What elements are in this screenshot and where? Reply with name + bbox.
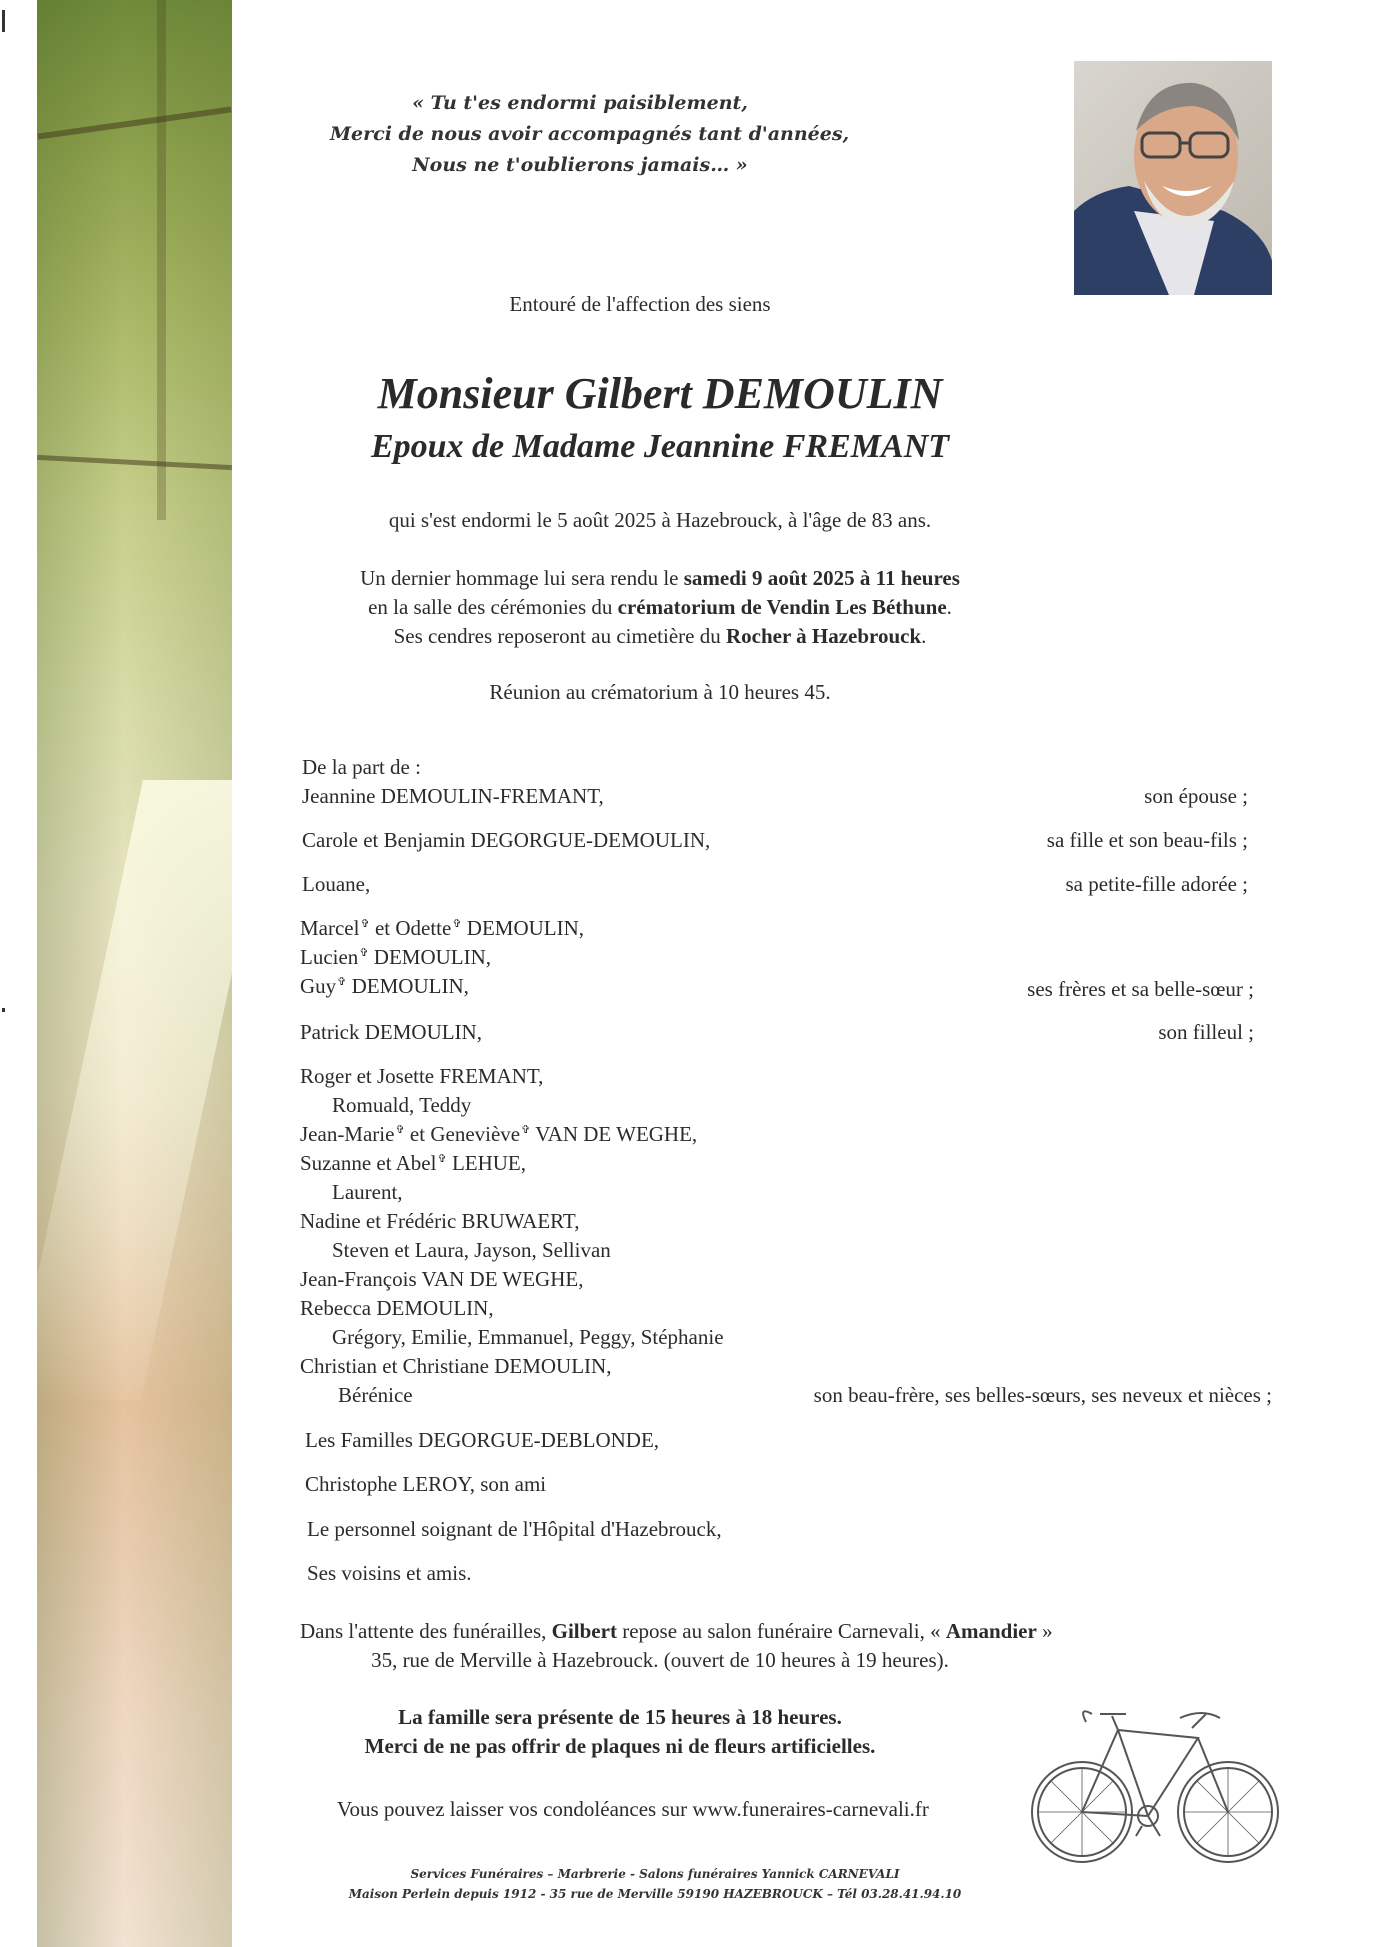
member-name: Lucien: [300, 945, 359, 969]
family-member: Bérénice: [338, 1383, 413, 1407]
intro-text: Entouré de l'affection des siens: [509, 292, 771, 316]
salon-text: »: [1036, 1619, 1053, 1643]
family-intro: De la part de :: [302, 755, 421, 779]
cross-icon: ✞: [395, 1124, 405, 1136]
salon-details: [300, 1617, 1053, 1675]
scan-mark: [2, 1008, 5, 1012]
quote-line: « Tu t'es endormi paisiblement,: [412, 92, 748, 114]
family-member: [300, 974, 469, 999]
ceremony-text: .: [946, 595, 952, 619]
cross-icon: ✞: [359, 947, 369, 959]
family-notice: [330, 1703, 910, 1761]
family-member: Grégory, Emilie, Emmanuel, Peggy, Stéphanie: [332, 1325, 724, 1349]
family-relation: son beau-frère, ses belles-sœurs, ses neveux et nièces ;: [813, 1383, 1272, 1407]
family-member: Ses voisins et amis.: [307, 1561, 472, 1585]
forest-path-image: [37, 0, 232, 1947]
scan-mark: [2, 10, 5, 32]
family-member: Steven et Laura, Jayson, Sellivan: [332, 1238, 611, 1262]
ceremony-place: crématorium de Vendin Les Béthune: [617, 595, 947, 619]
epitaph-quote: [330, 88, 850, 181]
member-name: DEMOULIN,: [368, 945, 492, 969]
notice-line: La famille sera présente de 15 heures à 18 heures.: [398, 1705, 842, 1729]
reunion-text: Réunion au crématorium à 10 heures 45.: [489, 680, 831, 704]
portrait-photo: [1074, 61, 1272, 295]
ceremony-text: Ses cendres reposeront au cimetière du: [393, 624, 726, 648]
condolences-text: Vous pouvez laisser vos condoléances sur www.funeraires-carnevali.fr: [337, 1797, 929, 1821]
quote-line: Merci de nous avoir accompagnés tant d'années,: [330, 123, 850, 145]
family-member: Roger et Josette FREMANT,: [300, 1064, 544, 1088]
family-member: [300, 945, 491, 970]
ceremony-details: [330, 564, 990, 651]
family-member: Nadine et Frédéric BRUWAERT,: [300, 1209, 580, 1233]
salon-text: repose au salon funéraire Carnevali, «: [616, 1619, 946, 1643]
salon-room: Amandier: [945, 1619, 1037, 1643]
member-name: LEHUE,: [446, 1151, 527, 1175]
member-name: DEMOULIN,: [346, 974, 469, 998]
family-relation: ses frères et sa belle-sœur ;: [1027, 977, 1254, 1001]
salon-text: Dans l'attente des funérailles,: [300, 1619, 552, 1643]
family-member: Louane,: [302, 872, 371, 896]
cross-icon: ✞: [437, 1153, 447, 1165]
member-name: et Geneviève: [404, 1122, 521, 1146]
family-member: Christian et Christiane DEMOULIN,: [300, 1354, 612, 1378]
family-relation: sa fille et son beau-fils ;: [1046, 828, 1248, 852]
funeral-service-footer: [330, 1864, 980, 1904]
family-member: Patrick DEMOULIN,: [300, 1020, 482, 1044]
ceremony-date: samedi 9 août 2025 à 11 heures: [683, 566, 960, 590]
notice-line: Merci de ne pas offrir de plaques ni de fleurs artificielles.: [364, 1734, 876, 1758]
member-name: Guy: [300, 974, 337, 998]
member-name: VAN DE WEGHE,: [530, 1122, 698, 1146]
family-member: Rebecca DEMOULIN,: [300, 1296, 494, 1320]
family-member: Carole et Benjamin DEGORGUE-DEMOULIN,: [302, 828, 711, 852]
member-name: Marcel: [300, 916, 360, 940]
cemetery-name: Rocher à Hazebrouck: [725, 624, 922, 648]
family-member: [300, 1151, 526, 1176]
bicycle-illustration: [1030, 1708, 1282, 1866]
footer-line: Maison Perlein depuis 1912 - 35 rue de Merville 59190 HAZEBROUCK – Tél 03.28.41.94.10: [348, 1887, 962, 1901]
cross-icon: ✞: [452, 918, 462, 930]
footer-line: Services Funéraires – Marbrerie - Salons funéraires Yannick CARNEVALI: [410, 1867, 900, 1881]
salon-address: 35, rue de Merville à Hazebrouck. (ouvert de 10 heures à 19 heures).: [371, 1648, 949, 1672]
salon-name-ref: Gilbert: [551, 1619, 617, 1643]
quote-line: Nous ne t'oublierons jamais… »: [412, 154, 748, 176]
spouse-name: Epoux de Madame Jeannine FREMANT: [370, 428, 950, 465]
family-member: Christophe LEROY, son ami: [305, 1472, 547, 1496]
family-member: [300, 1122, 697, 1147]
family-relation: sa petite-fille adorée ;: [1065, 872, 1248, 896]
member-name: DEMOULIN,: [461, 916, 585, 940]
member-name: Jean-Marie: [300, 1122, 395, 1146]
cross-icon: ✞: [360, 918, 370, 930]
family-member: Le personnel soignant de l'Hôpital d'Hazebrouck,: [307, 1517, 722, 1541]
family-member: Jean-François VAN DE WEGHE,: [300, 1267, 584, 1291]
deceased-name: Monsieur Gilbert DEMOULIN: [377, 369, 943, 418]
cross-icon: ✞: [337, 976, 347, 988]
family-relation: son épouse ;: [1144, 784, 1248, 808]
family-member: Laurent,: [332, 1180, 403, 1204]
family-member: Romuald, Teddy: [332, 1093, 472, 1117]
member-name: Suzanne et Abel: [300, 1151, 437, 1175]
ceremony-text: Un dernier hommage lui sera rendu le: [360, 566, 684, 590]
ceremony-text: en la salle des cérémonies du: [368, 595, 618, 619]
family-relation: son filleul ;: [1158, 1020, 1254, 1044]
member-name: et Odette: [369, 916, 452, 940]
cross-icon: ✞: [521, 1124, 531, 1136]
ceremony-text: .: [921, 624, 927, 648]
family-member: Jeannine DEMOULIN-FREMANT,: [302, 784, 604, 808]
death-statement: qui s'est endormi le 5 août 2025 à Hazebrouck, à l'âge de 83 ans.: [388, 508, 932, 532]
family-member: Les Familles DEGORGUE-DEBLONDE,: [305, 1428, 660, 1452]
family-member: [300, 916, 584, 941]
